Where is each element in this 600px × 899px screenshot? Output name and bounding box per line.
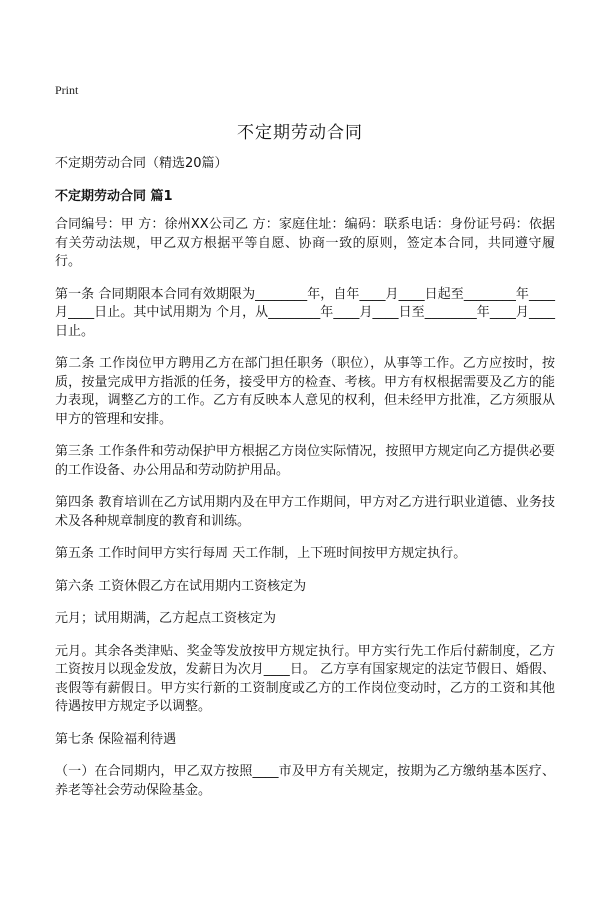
document-title: 不定期劳动合同 <box>237 123 363 143</box>
paragraph-article-7: 第七条 保险福利待遇 <box>55 731 177 747</box>
document-subtitle: 不定期劳动合同（精选20篇） <box>55 156 228 171</box>
paragraph-insurance: （一）在合同期内，甲乙双方按照____市及甲方有关规定，按期为乙方缴纳基本医疗、养老等社会劳动保险基金。 <box>55 764 555 798</box>
paragraph-article-1: 第一条 合同期限本合同有效期限为________年，自年____月____日起至________年____月____日止。其中试用期为 个月，从________年____月____日至________年____月____日止。 <box>55 286 555 339</box>
paragraph-article-6: 第六条 工资休假乙方在试用期内工资核定为 <box>55 578 307 594</box>
paragraph-salary-rules: 元月。其余各类津贴、奖金等发放按甲方规定执行。甲方实行先工作后付薪制度，乙方工资按月以现金发放，发薪日为次月____日。 乙方享有国家规定的法定节假日、婚假、丧假等有薪假日。甲方实行新的工资制度或乙方的工作岗位变动时，乙方的工资和其他待遇按甲方规定予以调整。 <box>55 643 555 714</box>
paragraph-article-4: 第四条 教育培训在乙方试用期内及在甲方工作期间，甲方对乙方进行职业道德、业务技术及各种规章制度的教育和训练。 <box>55 495 555 529</box>
paragraph-probation-salary: 元月；试用期满，乙方起点工资核定为 <box>55 611 277 626</box>
paragraph-article-2: 第二条 工作岗位甲方聘用乙方在部门担任职务（职位），从事等工作。乙方应按时，按质，按量完成甲方指派的任务，接受甲方的检查、考核。甲方有权根据需要及乙方的能力表现，调整乙方的工作。乙方有反映本人意见的权利，但未经甲方批准，乙方须服从甲方的管理和安排。 <box>55 356 555 427</box>
paragraph-article-3: 第三条 工作条件和劳动保护甲方根据乙方岗位实际情况，按照甲方规定向乙方提供必要的工作设备、办公用品和劳动防护用品。 <box>55 444 555 478</box>
contract-body <box>55 216 555 800</box>
print-link[interactable]: Print <box>55 83 79 97</box>
paragraph-article-5: 第五条 工作时间甲方实行每周 天工作制，上下班时间按甲方规定执行。 <box>55 546 467 561</box>
paragraph-contract-info: 合同编号：甲 方：徐州XX公司乙 方：家庭住址：编码：联系电话：身份证号码：依据有关劳动法规，甲乙双方根据平等自愿、协商一致的原则，签定本合同，共同遵守履行。 <box>55 217 555 269</box>
section-heading: 不定期劳动合同 篇1 <box>55 189 173 204</box>
